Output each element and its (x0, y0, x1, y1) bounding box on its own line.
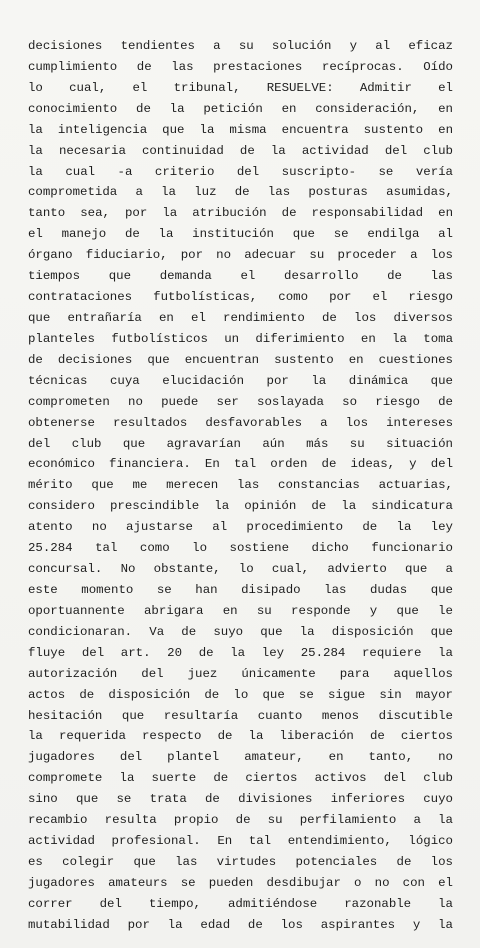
text-line: tiempos que demanda el desarrollo de las (28, 269, 453, 284)
text-line: que entrañaría en el rendimiento de los diversos (28, 310, 453, 325)
text-line: órgano fiduciario, por no adecuar su proceder a los (28, 248, 453, 263)
text-line: fluye del art. 20 de la ley 25.284 requiere la (28, 645, 453, 660)
text-line: 25.284 tal como lo sostiene dicho funcionario (28, 541, 453, 556)
text-line: jugadores amateurs se pueden desdibujar o no con el (28, 875, 453, 890)
text-line: lo cual, el tribunal, RESUELVE: Admitir el (28, 80, 453, 95)
text-line: comprometen no puede ser soslayada so riesgo de (28, 394, 453, 409)
text-line: el manejo de la institución que se endilga al (28, 227, 453, 242)
text-line: oportuannente abrigara en su responde y que le (28, 603, 453, 618)
text-line: actos de disposición de lo que se sigue sin mayor (28, 687, 453, 702)
text-line: la inteligencia que la misma encuentra sustento en (28, 122, 453, 137)
text-line: la cual -a criterio del suscripto- se vería (28, 164, 453, 179)
text-line: tanto sea, por la atribución de responsabilidad en (28, 206, 453, 221)
document-body (28, 36, 453, 936)
text-line: considero prescindible la opinión de la sindicatura (28, 499, 453, 514)
text-line: planteles futbolísticos un diferimiento en la toma (28, 331, 453, 346)
text-line: este momento se han disipado las dudas que (28, 582, 453, 597)
text-line: atento no ajustarse al procedimiento de la ley (28, 520, 453, 535)
text-line: comprometida a la luz de las posturas asumidas, (28, 185, 453, 200)
text-line: cumplimiento de las prestaciones recíprocas. Oído (28, 59, 453, 74)
text-line: condicionaran. Va de suyo que la disposición que (28, 624, 453, 639)
text-line: económico financiera. En tal orden de ideas, y del (28, 457, 453, 472)
text-line: contrataciones futbolísticas, como por el riesgo (28, 290, 453, 305)
text-line: hesitación que resultaría cuanto menos discutible (28, 708, 453, 723)
text-line: técnicas cuya elucidación por la dinámica que (28, 373, 453, 388)
text-line: decisiones tendientes a su solución y al eficaz (28, 39, 453, 53)
text-line: autorización del juez únicamente para aquellos (28, 666, 453, 681)
text-line: compromete la suerte de ciertos activos del club (28, 771, 453, 786)
text-line: de decisiones que encuentran sustento en cuestiones (28, 352, 453, 367)
text-line: recambio resulta propio de su perfilamiento a la (28, 813, 453, 828)
text-line: actividad profesional. En tal entendimiento, lógico (28, 834, 453, 849)
text-line: sino que se trata de divisiones inferiores cuyo (28, 792, 453, 807)
text-line: obtenerse resultados desfavorables a los intereses (28, 415, 453, 430)
text-line: mérito que me merecen las constancias actuarias, (28, 478, 453, 493)
text-line: del club que agravarían aún más su situación (28, 436, 453, 451)
text-line: la requerida respecto de la liberación de ciertos (28, 729, 453, 744)
text-line: conocimiento de la petición en consideración, en (28, 101, 453, 116)
text-line: jugadores del plantel amateur, en tanto, no (28, 750, 453, 765)
text-line: concursal. No obstante, lo cual, advierto que a (28, 562, 453, 577)
text-line: mutabilidad por la edad de los aspirantes y la (28, 917, 453, 932)
text-line: es colegir que las virtudes potenciales de los (28, 854, 453, 869)
text-line: correr del tiempo, admitiéndose razonable la (28, 896, 453, 911)
text-line: la necesaria continuidad de la actividad del club (28, 143, 453, 158)
